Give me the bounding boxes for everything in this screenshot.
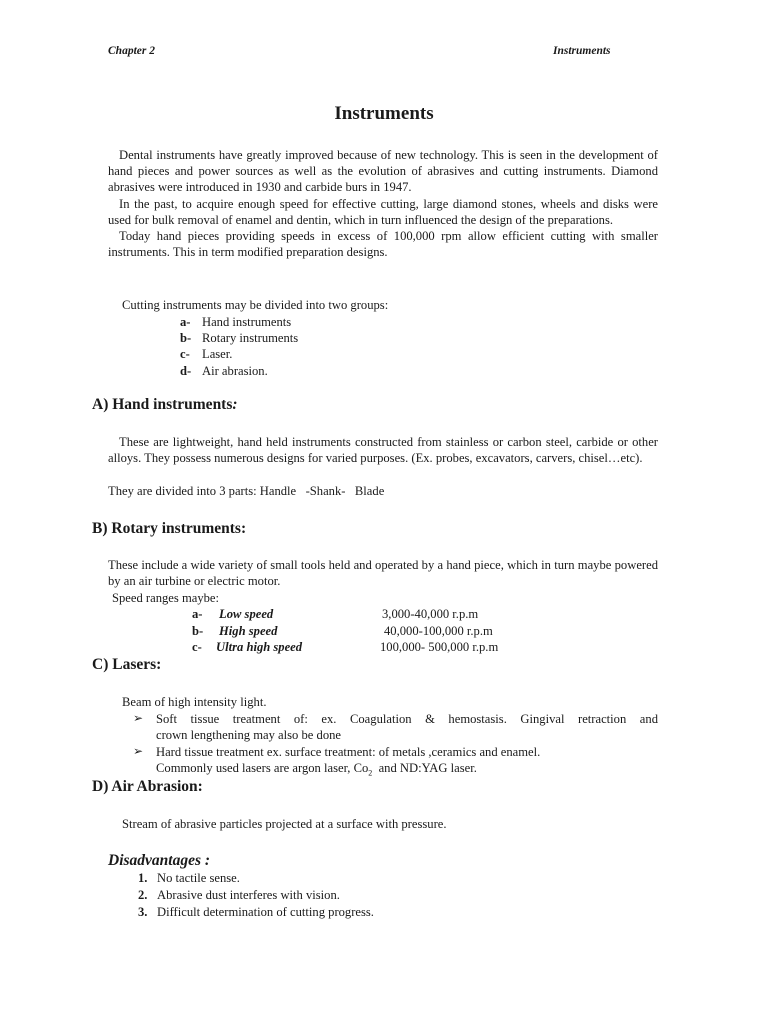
list-item: d- Air abrasion. <box>180 363 268 378</box>
disadvantages-list <box>138 870 374 921</box>
intro-paragraph-2: In the past, to acquire enough speed for effective cutting, large diamond stones, wheels and disks were used for bulk removal of enamel and dentin, which in turn influenced the design of the preparations. <box>108 196 658 227</box>
intro-text <box>108 147 658 260</box>
list-item: 1. No tactile sense. <box>138 871 240 885</box>
laser-bullet-1-line-2: crown lengthening may also be done <box>156 728 342 742</box>
intro-paragraph-1: Dental instruments have greatly improved because of new technology. This is seen in the development of hand pieces and power sources as well as the evolution of abrasives and cutting instruments. Diamond abrasives were introduced in 1930 and carbide burs in 1947. <box>108 148 658 195</box>
speed-intro: Speed ranges maybe: <box>112 591 220 605</box>
section-a-paragraph: These are lightweight, hand held instruments constructed from stainless or carbon steel, carbide or other alloys. They possess numerous designs for varied purposes. (Ex. probes, excavators, carvers, chisel…etc). <box>108 435 658 466</box>
section-d-heading: D) Air Abrasion: <box>92 778 203 795</box>
air-abrasion-text: Stream of abrasive particles projected at a surface with pressure. <box>122 817 447 831</box>
section-c-heading: C) Lasers: <box>92 656 162 673</box>
groups-intro: Cutting instruments may be divided into two groups: <box>122 298 389 312</box>
header-chapter: Chapter 2 <box>108 45 155 57</box>
page-title: Instruments <box>334 103 434 124</box>
section-b-paragraph: These include a wide variety of small tools held and operated by a hand piece, which in turn maybe powered by an air turbine or electric motor. <box>108 558 658 589</box>
intro-paragraph-3: Today hand pieces providing speeds in excess of 100,000 rpm allow efficient cutting with smaller instruments. This in term modified preparation designs. <box>108 229 658 260</box>
list-item: c- Laser. <box>180 347 233 362</box>
groups-list <box>180 314 298 379</box>
list-item: c- Ultra high speed 100,000- 500,000 r.p.m <box>192 640 499 654</box>
laser-bullet-1-line-1: Soft tissue treatment of: ex. Coagulation & hemostasis. Gingival retraction and <box>156 712 658 726</box>
header-section: Instruments <box>553 45 611 57</box>
arrow-bullet-icon: ➢ <box>133 744 144 758</box>
list-item: a- Hand instruments <box>180 315 292 329</box>
section-a-heading: A) Hand instruments: <box>92 396 238 413</box>
list-item: a- Low speed 3,000-40,000 r.p.m <box>192 607 479 621</box>
speed-list <box>192 606 498 656</box>
laser-bullet-2-line-1: Hard tissue treatment ex. surface treatment: of metals ,ceramics and enamel. <box>156 745 541 759</box>
disadvantages-heading: Disadvantages : <box>108 852 211 869</box>
section-b-heading: B) Rotary instruments: <box>92 520 247 537</box>
laser-bullet-2-line-2: Commonly used lasers are argon laser, $Co_2$ and ND:YAG laser. <box>156 761 477 778</box>
list-item: 3. Difficult determination of cutting progress. <box>138 905 374 919</box>
section-a-parts: They are divided into 3 parts: Handle -Shank- Blade <box>108 484 385 498</box>
lasers-intro: Beam of high intensity light. <box>122 695 267 709</box>
list-item: b- Rotary instruments <box>180 331 299 346</box>
list-item: 2. Abrasive dust interferes with vision. <box>138 888 340 902</box>
arrow-bullet-icon: ➢ <box>133 711 144 725</box>
list-item: b- High speed 40,000-100,000 r.p.m <box>192 623 493 638</box>
